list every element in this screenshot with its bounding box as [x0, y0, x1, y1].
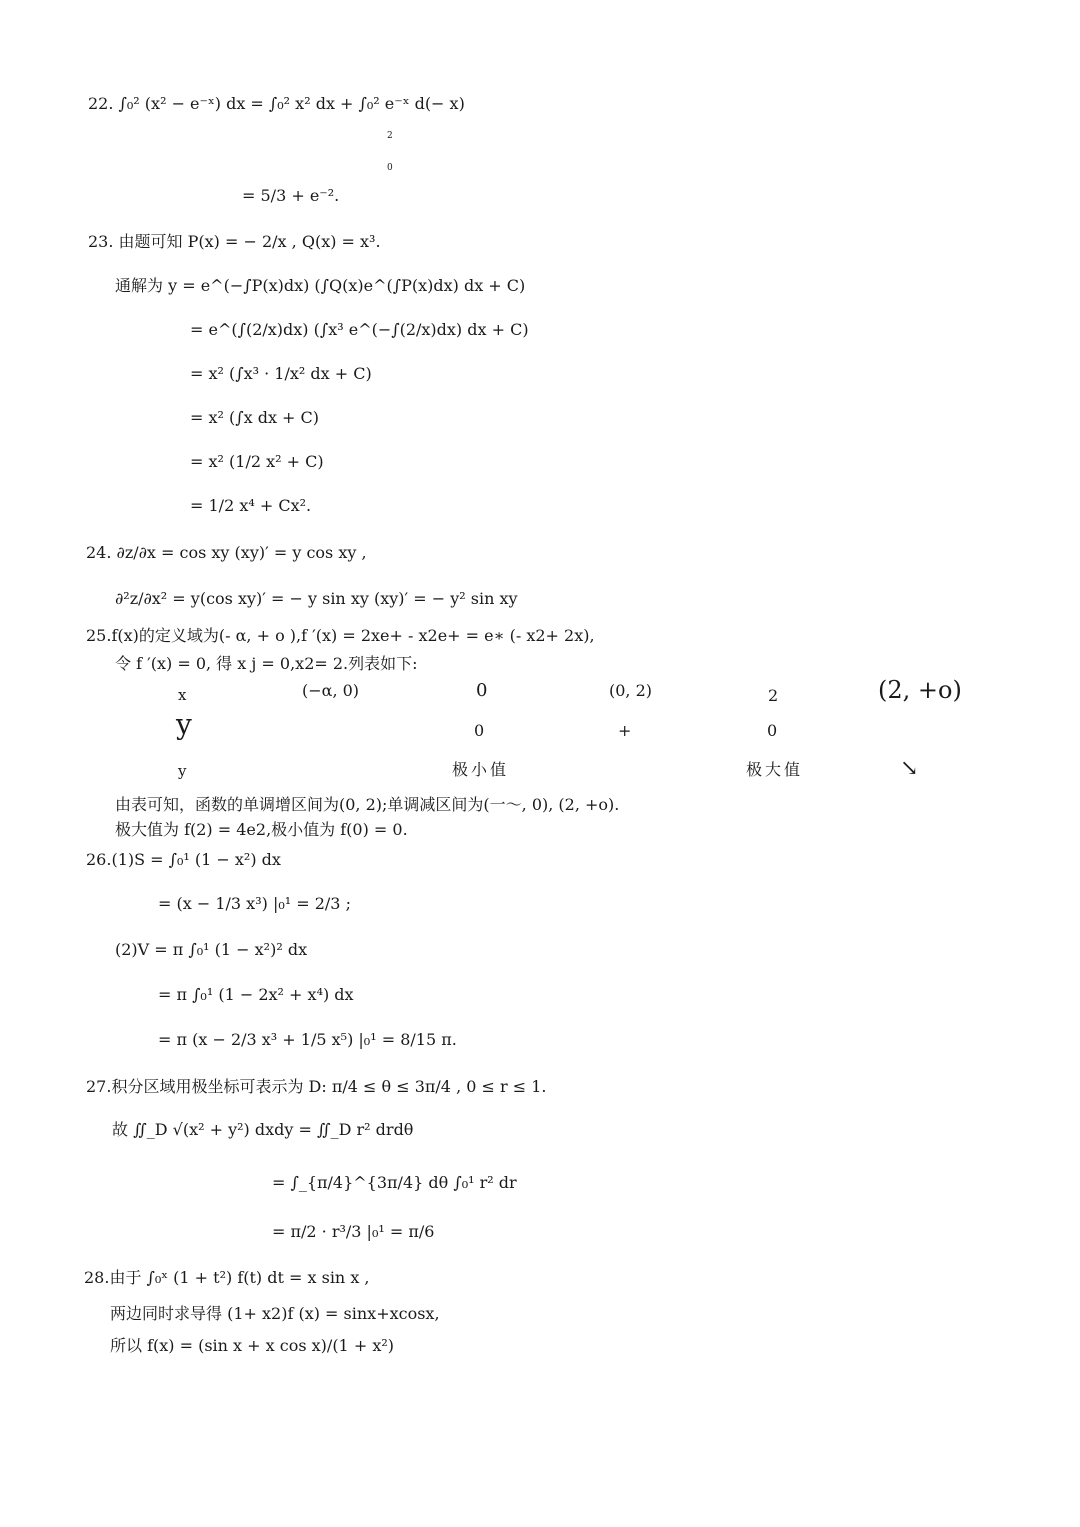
problem-26-line-1: 26.(1)S = ∫₀¹ (1 − x²) dx — [86, 850, 281, 869]
table-r2-c4: 0 — [767, 721, 778, 740]
problem-27-line-2: 故 ∬_D √(x² + y²) dxdy = ∬_D r² drdθ — [112, 1120, 414, 1139]
problem-24-line-1 — [86, 543, 367, 562]
problem-23-line-3: = e^(∫(2/x)dx) (∫x³ e^(−∫(2/x)dx) dx + C) — [190, 320, 529, 339]
problem-23-line-4: = x² (∫x³ · 1/x² dx + C) — [190, 364, 372, 383]
table-r3-c1: y — [178, 762, 187, 780]
table-r1-c6: (2, +o) — [878, 676, 962, 704]
problem-22-line-2: = 5/3 + e⁻². — [242, 186, 340, 205]
table-r2-c2: 0 — [474, 721, 485, 740]
table-r3-c3: 极大值 — [746, 760, 804, 779]
table-r2-c1: y — [176, 708, 192, 741]
problem-24-line-2: ∂²z/∂x² = y(cos xy)′ = − y sin xy (xy)′ = − y² sin xy — [115, 589, 518, 608]
stray-lower-limit: 0 — [387, 163, 393, 173]
problem-26-line-2: = (x − 1/3 x³) |₀¹ = 2/3 ; — [158, 894, 351, 913]
problem-27-line-4: = π/2 · r³/3 |₀¹ = π/6 — [272, 1222, 435, 1241]
table-r1-c2: (−α, 0) — [302, 681, 360, 700]
problem-23-line-7: = 1/2 x⁴ + Cx². — [190, 496, 312, 515]
table-r2-c3: + — [618, 721, 632, 740]
problem-23-line-6: = x² (1/2 x² + C) — [190, 452, 324, 471]
problem-26-line-5: = π (x − 2/3 x³ + 1/5 x⁵) |₀¹ = 8/15 π. — [158, 1030, 457, 1049]
table-r1-c4: (0, 2) — [609, 681, 653, 700]
problem-23-line-2: 通解为 y = e^(−∫P(x)dx) (∫Q(x)e^(∫P(x)dx) dx + C) — [115, 276, 526, 295]
problem-25-line-1: 25.f(x)的定义域为(- α, + ο ),f ′(x) = 2xe+ - x2e+ = e∗ (- x2+ 2x), — [86, 626, 595, 645]
problem-25-line-3: 由表可知，函数的单调增区间为(0, 2);单调减区间为(一～, 0), (2, +o). — [115, 795, 620, 814]
problem-24-label: 24. — [86, 543, 112, 562]
table-r1-c1: x — [178, 686, 187, 704]
problem-28-line-2: 两边同时求导得 (1+ x2)f (x) = sinx+xcosx, — [110, 1304, 440, 1323]
problem-23-label: 23. — [88, 232, 114, 251]
problem-22-label: 22. — [88, 94, 114, 113]
decreasing-arrow-icon: ↘ — [900, 756, 919, 781]
table-r1-c3: 0 — [476, 680, 488, 701]
problem-24-first-partial: ∂z/∂x = cos xy (xy)′ = y cos xy , — [116, 543, 367, 562]
problem-23-line-1 — [88, 232, 381, 251]
problem-23-given: 由题可知 P(x) = − 2/x , Q(x) = x³. — [118, 232, 381, 251]
stray-upper-limit: 2 — [387, 131, 393, 141]
problem-22-line-1 — [88, 94, 465, 113]
table-r1-c5: 2 — [768, 686, 779, 705]
table-r3-c2: 极小值 — [452, 760, 510, 779]
problem-25-line-2: 令 f ′(x) = 0, 得 x j = 0,x2= 2.列表如下: — [115, 654, 418, 673]
problem-28-line-1: 28.由于 ∫₀ˣ (1 + t²) f(t) dt = x sin x , — [84, 1268, 370, 1287]
problem-23-line-5: = x² (∫x dx + C) — [190, 408, 320, 427]
problem-26-line-4: = π ∫₀¹ (1 − 2x² + x⁴) dx — [158, 985, 354, 1004]
problem-25-line-4: 极大值为 f(2) = 4e2,极小值为 f(0) = 0. — [115, 820, 408, 839]
problem-26-line-3: (2)V = π ∫₀¹ (1 − x²)² dx — [115, 940, 308, 959]
problem-27-line-1: 27.积分区域用极坐标可表示为 D: π/4 ≤ θ ≤ 3π/4 , 0 ≤ r ≤ 1. — [86, 1077, 547, 1096]
problem-28-line-3: 所以 f(x) = (sin x + x cos x)/(1 + x²) — [110, 1336, 394, 1355]
problem-27-line-3: = ∫_{π/4}^{3π/4} dθ ∫₀¹ r² dr — [272, 1173, 517, 1192]
problem-22-equation: ∫₀² (x² − e⁻ˣ) dx = ∫₀² x² dx + ∫₀² e⁻ˣ d(− x) — [118, 94, 465, 113]
